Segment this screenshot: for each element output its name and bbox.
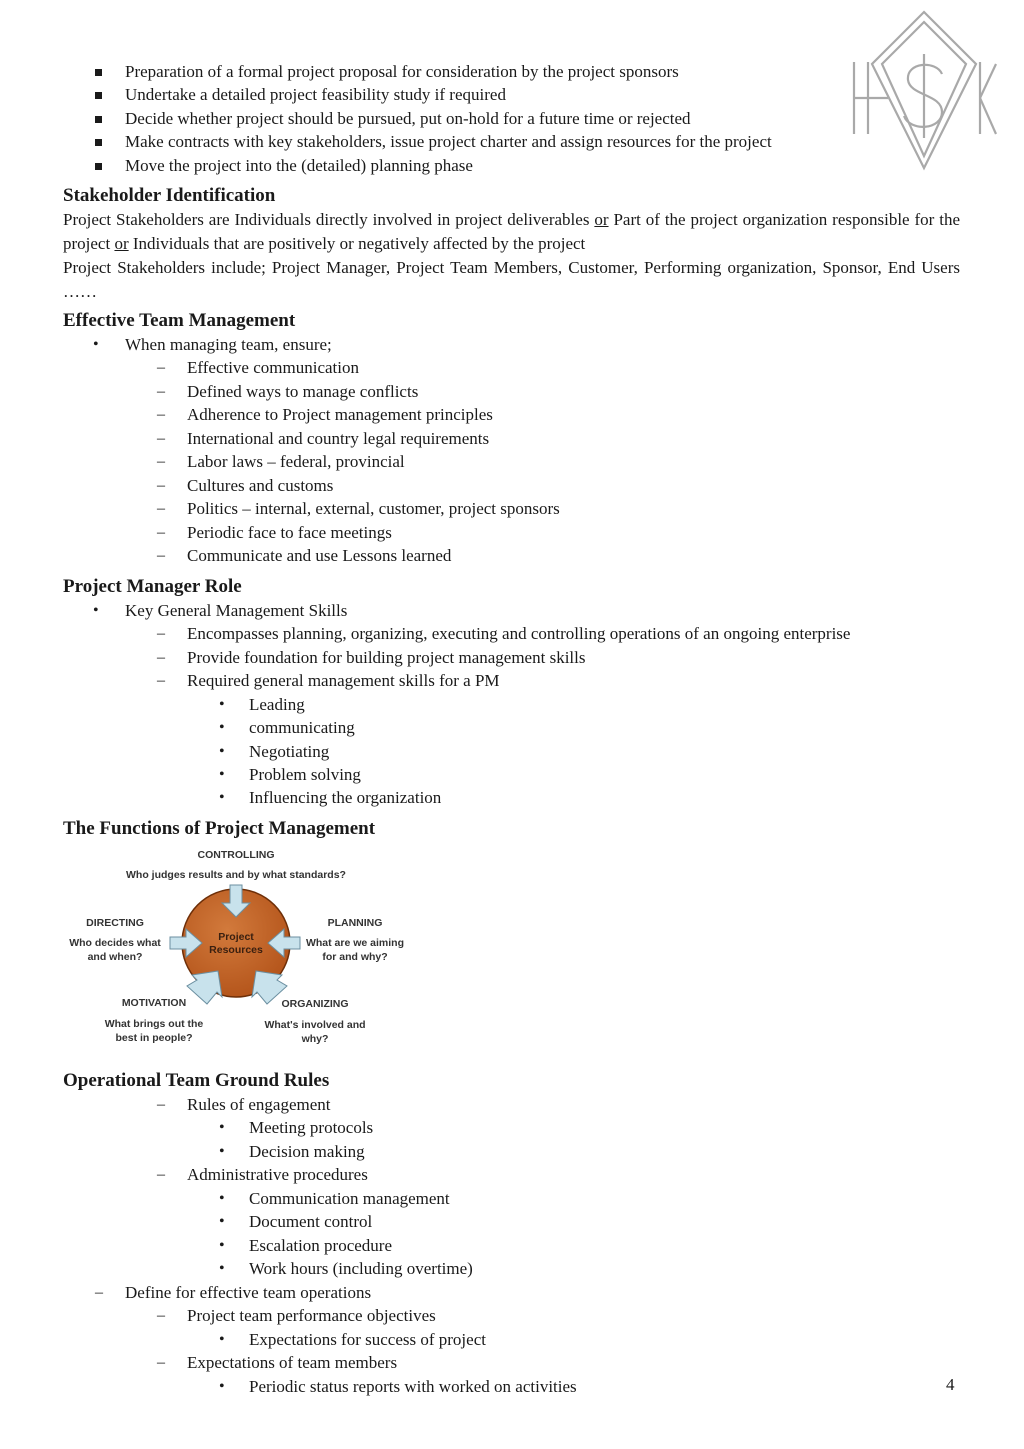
stakeholder-heading: Stakeholder Identification (63, 185, 276, 206)
list-item: Periodic status reports with worked on activities (249, 1377, 577, 1396)
list-item: Politics – internal, external, customer, project sponsors (187, 499, 560, 518)
dash-icon: – (157, 625, 165, 642)
dash-icon: – (157, 1354, 165, 1371)
list-item: Effective communication (187, 358, 359, 377)
dash-icon: – (157, 406, 165, 423)
bullet-icon: • (93, 602, 99, 619)
directing-title: DIRECTING (86, 917, 144, 929)
list-item: Undertake a detailed project feasibility study if required (125, 85, 506, 104)
dash-icon: – (157, 430, 165, 447)
bullet-icon: • (219, 1143, 225, 1160)
motivation-arrow-icon (187, 971, 222, 1004)
square-bullet-icon (95, 92, 102, 99)
bullet-icon: • (93, 336, 99, 353)
organizing-title: ORGANIZING (281, 998, 349, 1010)
planning-question-line-2: for and why? (322, 951, 388, 963)
list-item: Defined ways to manage conflicts (187, 382, 419, 401)
stakeholder-paragraph-1: Project Stakeholders are Individuals directly involved in project deliverables or Part of the project organization responsible for the project or Individuals that are positively or negatively affected by the project (63, 210, 961, 253)
bullet-icon: • (219, 766, 225, 783)
directing-question-line-1: Who decides what (69, 937, 161, 949)
dash-icon: – (157, 1166, 165, 1183)
list-item: Influencing the organization (249, 788, 442, 807)
functions-heading: The Functions of Project Management (63, 818, 376, 839)
planning-title: PLANNING (327, 917, 383, 929)
list-item: Work hours (including overtime) (249, 1259, 473, 1278)
dash-icon: – (157, 453, 165, 470)
motivation-title: MOTIVATION (121, 997, 187, 1009)
list-item: Expectations for success of project (249, 1330, 486, 1349)
team-heading: Effective Team Management (63, 310, 296, 331)
stakeholder-paragraph-2: Project Stakeholders include; Project Manager, Project Team Members, Customer, Performing organization, Sponsor, End Users …… (63, 258, 960, 301)
page-number: 4 (946, 1375, 955, 1394)
dash-icon: – (95, 1284, 103, 1301)
bullet-icon: • (219, 719, 225, 736)
bullet-icon: • (219, 789, 225, 806)
pm-role-lead: Key General Management Skills (125, 601, 348, 620)
bullet-icon: • (219, 743, 225, 760)
team-lead: When managing team, ensure; (125, 335, 332, 354)
square-bullet-icon (95, 69, 102, 76)
bullet-icon: • (219, 1237, 225, 1254)
list-item: Decide whether project should be pursued, put on-hold for a future time or rejected (125, 109, 691, 128)
square-bullet-icon (95, 116, 102, 123)
organizing-question-line-2: why? (301, 1033, 329, 1045)
planning-question-line-1: What are we aiming (305, 937, 405, 949)
dash-icon: – (157, 1307, 165, 1324)
list-item: Provide foundation for building project management skills (187, 648, 586, 667)
ground-rules-heading: Operational Team Ground Rules (63, 1070, 330, 1091)
list-item: International and country legal requirements (187, 429, 490, 448)
bullet-icon: • (219, 1260, 225, 1277)
list-item: Labor laws – federal, provincial (187, 452, 405, 471)
list-item: Encompasses planning, organizing, executing and controlling operations of an ongoing enterprise (187, 624, 851, 643)
list-item: Adherence to Project management principles (187, 405, 493, 424)
functions-diagram (60, 845, 420, 1055)
dash-icon: – (157, 649, 165, 666)
dash-icon: – (157, 524, 165, 541)
dash-icon: – (157, 500, 165, 517)
controlling-question: Who judges results and by what standards? (126, 869, 346, 881)
list-item: Expectations of team members (187, 1353, 398, 1372)
list-item: Make contracts with key stakeholders, issue project charter and assign resources for the project (125, 132, 772, 151)
pm-role-heading: Project Manager Role (63, 576, 242, 597)
list-item: Leading (249, 695, 305, 714)
bullet-icon: • (219, 1119, 225, 1136)
list-item: Problem solving (249, 765, 361, 784)
directing-question-line-2: and when? (87, 951, 143, 963)
list-item: Project team performance objectives (187, 1306, 436, 1325)
bullet-icon: • (219, 1190, 225, 1207)
list-item: Document control (249, 1212, 373, 1231)
bullet-icon: • (219, 1378, 225, 1395)
square-bullet-icon (95, 139, 102, 146)
dash-icon: – (157, 672, 165, 689)
organizing-question-line-1: What's involved and (264, 1019, 366, 1031)
list-item: Cultures and customs (187, 476, 334, 495)
bullet-icon: • (219, 696, 225, 713)
list-item: Move the project into the (detailed) planning phase (125, 156, 473, 175)
bullet-icon: • (219, 1331, 225, 1348)
list-item: Communication management (249, 1189, 450, 1208)
motivation-question-line-1: What brings out the (104, 1018, 204, 1030)
center-label-resources: Resources (209, 944, 263, 956)
list-item: Negotiating (249, 742, 330, 761)
list-item: Communicate and use Lessons learned (187, 546, 452, 565)
dash-icon: – (157, 383, 165, 400)
center-label-project: Project (218, 931, 254, 943)
list-item: Meeting protocols (249, 1118, 374, 1137)
list-item: communicating (249, 718, 355, 737)
controlling-title: CONTROLLING (197, 849, 275, 861)
dash-icon: – (157, 547, 165, 564)
dash-icon: – (157, 359, 165, 376)
hsk-logo (846, 8, 1002, 174)
list-item: Escalation procedure (249, 1236, 393, 1255)
list-item: Decision making (249, 1142, 365, 1161)
bullet-icon: • (219, 1213, 225, 1230)
list-item: Preparation of a formal project proposal for consideration by the project sponsors (125, 62, 679, 81)
motivation-question-line-2: best in people? (115, 1032, 193, 1044)
dash-icon: – (157, 477, 165, 494)
dash-icon: – (157, 1096, 165, 1113)
list-item: Rules of engagement (187, 1095, 331, 1114)
square-bullet-icon (95, 163, 102, 170)
list-item: Required general management skills for a PM (187, 671, 500, 690)
list-item: Administrative procedures (187, 1165, 368, 1184)
list-item: Periodic face to face meetings (187, 523, 392, 542)
list-item: Define for effective team operations (125, 1283, 372, 1302)
